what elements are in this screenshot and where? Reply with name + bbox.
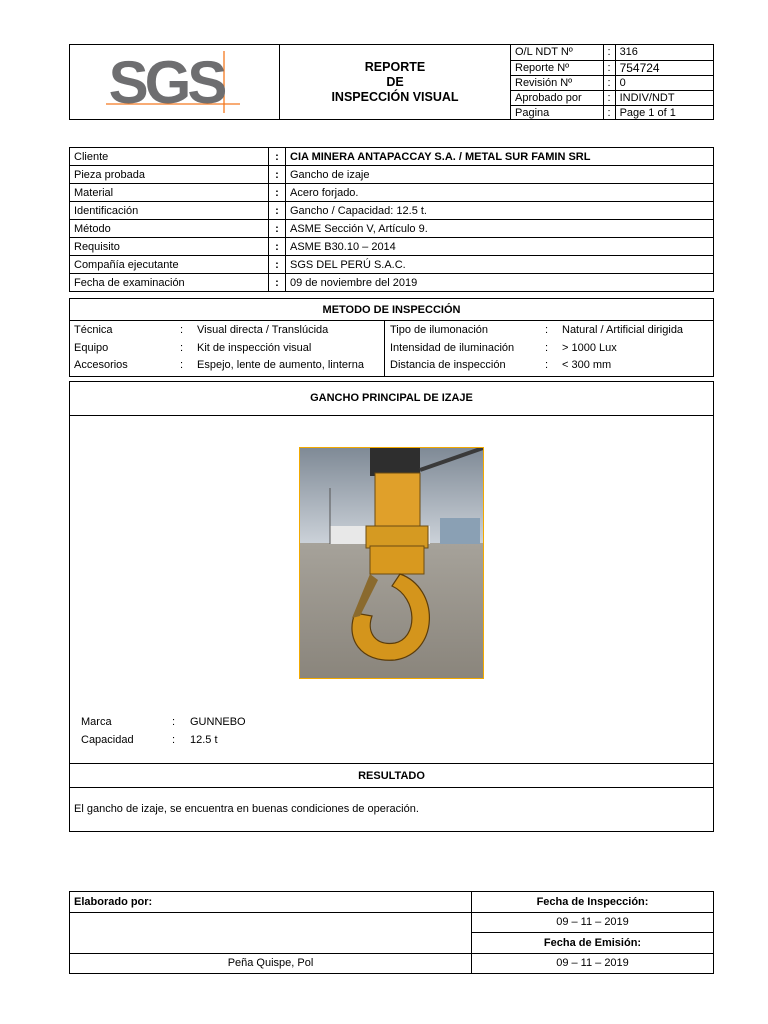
info-row: Pieza probada : Gancho de izaje	[70, 166, 714, 184]
info-row: Material : Acero forjado.	[70, 184, 714, 202]
hook-title: GANCHO PRINCIPAL DE IZAJE	[70, 382, 713, 416]
inspection-date-label: Fecha de Inspección:	[472, 892, 714, 913]
info-row: Requisito : ASME B30.10 – 2014	[70, 238, 714, 256]
method-section: METODO DE INSPECCIÓN Técnica Equipo Accesorios : : : Visual directa / Translúcida Kit de inspección visual Espejo, lente de aumento, linterna Tipo de ilumonación Intensidad de iluminación Distancia de inspección : : : Natural / Artificial dirigida > 1000 Lux < 300 mm	[69, 298, 714, 377]
hook-section: GANCHO PRINCIPAL DE IZAJE Marca Capacidad : : GUNNEBO 12.5 t RESULTADO El gancho de izaje, se encuentra en buenas condiciones de operación.	[69, 381, 714, 832]
meta-row: Reporte Nº : 754724	[511, 60, 714, 75]
logo-text: SGS	[108, 49, 224, 116]
info-row: Fecha de examinación : 09 de noviembre del 2019	[70, 274, 714, 292]
method-title: METODO DE INSPECCIÓN	[70, 299, 713, 321]
method-left-labels: Técnica Equipo Accesorios	[74, 324, 128, 371]
meta-row: Revisión Nº : 0	[511, 75, 714, 90]
meta-row: Aprobado por : INDIV/NDT	[511, 90, 714, 105]
info-row: Cliente : CIA MINERA ANTAPACCAY S.A. / METAL SUR FAMIN SRL	[70, 148, 714, 166]
hook-spec-labels: Marca Capacidad	[81, 716, 134, 746]
prepared-by: Peña Quispe, Pol	[70, 953, 472, 974]
title-line-1: REPORTE	[364, 59, 426, 74]
result-title: RESULTADO	[70, 763, 713, 788]
report-title	[280, 45, 511, 119]
inspection-date: 09 – 11 – 2019	[472, 912, 714, 933]
result-text: El gancho de izaje, se encuentra en buenas condiciones de operación.	[74, 803, 419, 815]
info-row: Compañía ejecutante : SGS DEL PERÚ S.A.C.	[70, 256, 714, 274]
method-divider	[384, 321, 385, 376]
emission-date: 09 – 11 – 2019	[472, 953, 714, 974]
method-right-values: Natural / Artificial dirigida > 1000 Lux < 300 mm	[562, 324, 684, 371]
emission-date-label: Fecha de Emisión:	[472, 933, 714, 954]
signature-table	[69, 891, 714, 974]
meta-row: O/L NDT Nº : 316	[511, 45, 714, 60]
info-table	[69, 147, 714, 292]
hook-photo	[299, 447, 484, 679]
report-header	[69, 44, 714, 120]
method-left-values: Visual directa / Translúcida Kit de inspección visual Espejo, lente de aumento, linterna	[197, 324, 364, 371]
info-row: Método : ASME Sección V, Artículo 9.	[70, 220, 714, 238]
meta-row: Pagina : Page 1 of 1	[511, 105, 714, 120]
title-line-2: DE	[386, 74, 404, 89]
title-line-3: INSPECCIÓN VISUAL	[331, 89, 459, 104]
info-row: Identificación : Gancho / Capacidad: 12.5 t.	[70, 202, 714, 220]
report-meta	[511, 45, 714, 120]
prepared-label: Elaborado por:	[70, 892, 472, 913]
footer-row	[70, 953, 714, 974]
hook-spec-values: GUNNEBO 12.5 t	[190, 716, 246, 746]
sgs-logo	[70, 45, 280, 119]
footer-row	[70, 912, 714, 933]
method-right-labels: Tipo de ilumonación Intensidad de iluminación Distancia de inspección	[390, 324, 515, 371]
footer-row	[70, 892, 714, 913]
